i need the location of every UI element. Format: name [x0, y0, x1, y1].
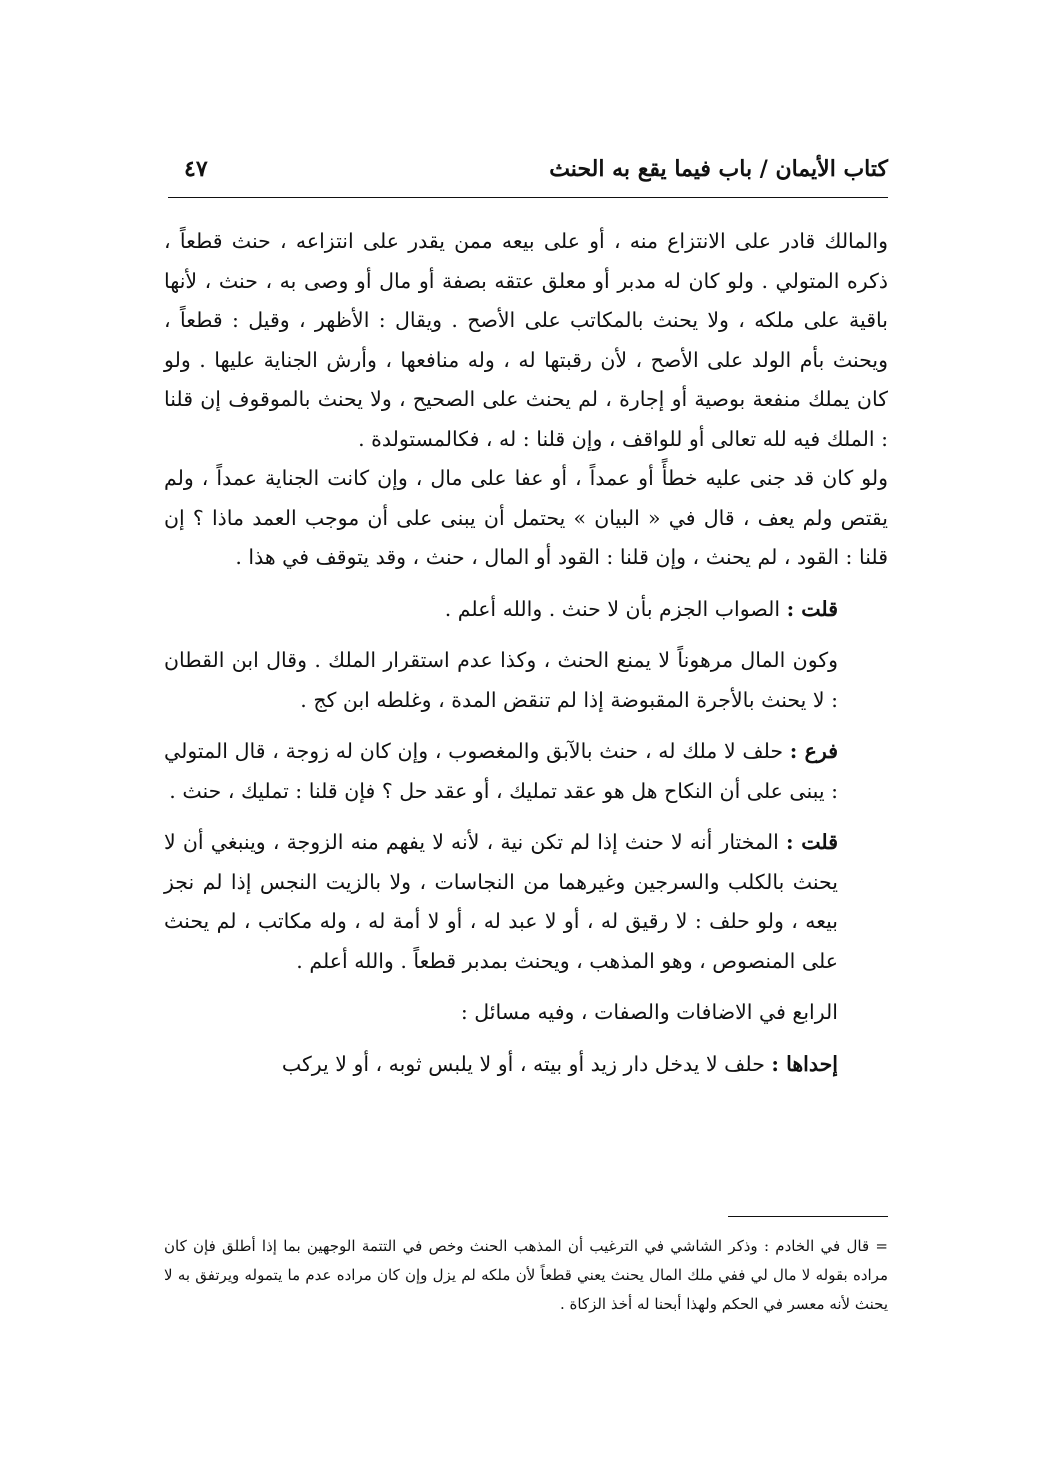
paragraph-5 — [164, 732, 888, 811]
paragraph-text: الرابع في الاضافات والصفات ، وفيه مسائل : — [460, 1000, 838, 1024]
paragraph-text: المختار أنه لا حنث إذا لم تكن نية ، لأنه لا يفهم منه الزوجة ، وينبغي أن لا يحنث بالكلب والسرجين وغيرهما من النجاسات ، ولا بالزيت النجس إذا لم نجز بيعه ، ولو حلف : لا رقيق له ، أو لا عبد له ، أو لا أمة له ، وله مكاتب ، لم يحنث على المنصوص ، وهو المذهب ، ويحنث بمدبر قطعاً . والله أعلم . — [164, 830, 838, 973]
paragraph-7 — [164, 993, 888, 1033]
page-number: ٤٧ — [184, 156, 208, 182]
paragraph-text: حلف لا ملك له ، حنث بالآبق والمغصوب ، وإن كان له زوجة ، قال المتولي : يبنى على أن النكاح هل هو عقد تمليك ، أو عقد حل ؟ فإن قلنا : تمليك ، حنث . — [164, 739, 838, 803]
paragraph-text: ولو كان قد جنى عليه خطأً أو عمداً ، أو عفا على مال ، وإن كانت الجناية عمداً ، ولم يقتص ولم يعف ، قال في « البيان » يحتمل أن يبنى على أن موجب العمد ماذا ؟ إن قلنا : القود ، لم يحنث ، وإن قلنا : القود أو المال ، حنث ، وقد يتوقف في هذا . — [164, 466, 888, 569]
paragraph-1 — [164, 222, 888, 459]
paragraph-text: وكون المال مرهوناً لا يمنع الحنث ، وكذا عدم استقرار الملك . وقال ابن القطان : لا يحنث بالأجرة المقبوضة إذا لم تنقض المدة ، وغلطه ابن كج . — [164, 648, 838, 712]
paragraph-8 — [164, 1045, 888, 1085]
paragraph-lead: فرع : — [789, 739, 839, 763]
paragraph-lead: قلت : — [785, 830, 838, 854]
paragraph-lead: إحداها : — [771, 1051, 838, 1076]
footnote-divider — [728, 1216, 888, 1217]
paragraph-text: حلف لا يدخل دار زيد أو بيته ، أو لا يلبس ثوبه ، أو لا يركب — [281, 1051, 765, 1076]
paragraph-lead: قلت : — [786, 596, 838, 621]
paragraph-text: والمالك قادر على الانتزاع منه ، أو على بيعه ممن يقدر على انتزاعه ، حنث قطعاً ، ذكره المتولي . ولو كان له مدبر أو معلق عتقه بصفة أو مال أو وصى به ، حنث ، لأنها باقية على ملكه ، ولا يحنث بالمكاتب على الأصح . ويقال : الأظهر ، وقيل : قطعاً ، ويحنث بأم الولد على الأصح ، لأن رقبتها له ، وله منافعها ، وأرش الجناية عليها . ولو كان يملك منفعة بوصية أو إجارة ، لم يحنث على الصحيح ، ولا يحنث بالموقوف إن قلنا : الملك فيه لله تعالى أو للواقف ، وإن قلنا : له ، فكالمستولدة . — [164, 229, 888, 451]
footnote-text: = قال في الخادم : وذكر الشاشي في الترغيب أن المذهب الحنث وخص في التتمة الوجهين بما إذا أطلق فإن كان مراده بقوله لا مال لي ففي ملك المال يحنث يعني قطعاً لأن ملكه لم يزل وإن كان مراده عدم ما يتموله ويرتفق به لا يحنث لأنه معسر في الحكم ولهذا أبحنا له أخذ الزكاة . — [164, 1237, 888, 1313]
paragraph-4 — [164, 641, 888, 720]
main-text — [164, 222, 888, 1084]
paragraph-3 — [164, 590, 888, 630]
paragraph-6 — [164, 823, 888, 981]
header-divider — [168, 197, 888, 198]
paragraph-2 — [164, 459, 888, 578]
footnote — [164, 1232, 888, 1319]
paragraph-text: الصواب الجزم بأن لا حنث . والله أعلم . — [444, 596, 781, 621]
running-header — [168, 150, 888, 196]
chapter-title: كتاب الأيمان / باب فيما يقع به الحنث — [549, 156, 888, 182]
